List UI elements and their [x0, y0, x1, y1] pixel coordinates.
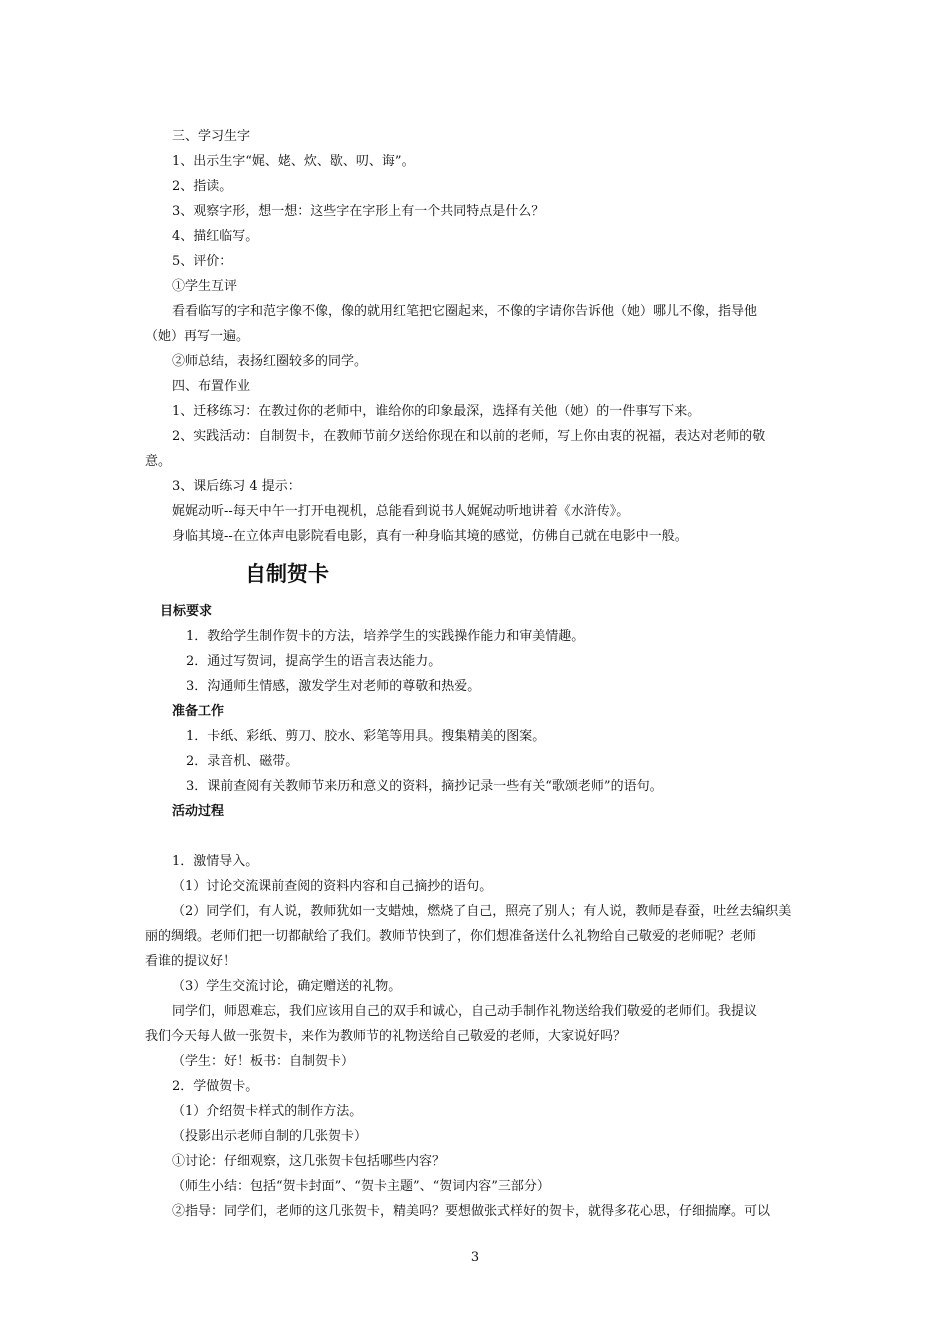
paragraph: 5、评价：	[172, 254, 233, 269]
page-number: 3	[470, 1250, 480, 1265]
paragraph: 2、实践活动：自制贺卡，在教师节前夕送给你现在和以前的老师，写上你由衷的祝福，表达对老师的敬	[172, 429, 766, 444]
paragraph: 娓娓动听--每天中午一打开电视机，总能看到说书人娓娓动听地讲着《水浒传》。	[172, 504, 630, 519]
paragraph: （1）介绍贺卡样式的制作方法。	[172, 1104, 363, 1119]
heading-activity-process: 活动过程	[172, 804, 225, 819]
paragraph-continuation: 看谁的提议好！	[145, 954, 237, 969]
list-item: 2．录音机、磁带。	[186, 754, 299, 769]
paragraph: ②指导：同学们，老师的这几张贺卡，精美吗？要想做张式样好的贺卡，就得多花心思，仔细揣摩。可以	[172, 1204, 771, 1219]
paragraph: 2．学做贺卡。	[172, 1079, 259, 1094]
paragraph: （学生：好！板书：自制贺卡）	[172, 1054, 355, 1069]
paragraph-continuation: 我们今天每人做一张贺卡，来作为教师节的礼物送给自己敬爱的老师，大家说好吗？	[145, 1029, 627, 1044]
section-heading-homework: 四、布置作业	[172, 379, 251, 394]
list-item: 3．课前查阅有关教师节来历和意义的资料，摘抄记录一些有关“歌颂老师”的语句。	[186, 779, 663, 794]
paragraph: （师生小结：包括“贺卡封面”、“贺卡主题”、“贺词内容”三部分）	[172, 1179, 550, 1194]
paragraph: 4、描红临写。	[172, 229, 259, 244]
paragraph: （投影出示老师自制的几张贺卡）	[172, 1129, 368, 1144]
paragraph: ②师总结，表扬红圈较多的同学。	[172, 354, 368, 369]
list-item: 1．卡纸、彩纸、剪刀、胶水、彩笔等用具。搜集精美的图案。	[186, 729, 546, 744]
paragraph: ①讨论：仔细观察，这几张贺卡包括哪些内容？	[172, 1154, 446, 1169]
paragraph: 2、指读。	[172, 179, 233, 194]
list-item: 1．教给学生制作贺卡的方法，培养学生的实践操作能力和审美情趣。	[186, 629, 585, 644]
heading-objectives: 目标要求	[160, 604, 213, 619]
paragraph: 身临其境--在立体声电影院看电影，真有一种身临其境的感觉，仿佛自己就在电影中一般。	[172, 529, 688, 544]
paragraph: 同学们，师恩难忘，我们应该用自己的双手和诚心，自己动手制作礼物送给我们敬爱的老师们。我提议	[172, 1004, 758, 1019]
paragraph: 1、出示生字“娓、姥、炊、歇、叨、诲”。	[172, 154, 415, 169]
paragraph-continuation: （她）再写一遍。	[145, 329, 250, 344]
list-item: 3．沟通师生情感，激发学生对老师的尊敬和热爱。	[186, 679, 481, 694]
lesson-title: 自制贺卡	[245, 562, 329, 586]
list-item: 2．通过写贺词，提高学生的语言表达能力。	[186, 654, 442, 669]
paragraph: 3、课后练习 4 提示：	[172, 479, 301, 494]
paragraph: （2）同学们，有人说，教师犹如一支蜡烛，燃烧了自己，照亮了别人；有人说，教师是春蚕，吐丝去编织美	[172, 904, 792, 919]
paragraph: （1）讨论交流课前查阅的资料内容和自己摘抄的语句。	[172, 879, 493, 894]
paragraph-continuation: 意。	[145, 454, 172, 469]
paragraph: ①学生互评	[172, 279, 238, 294]
paragraph: 3、观察字形，想一想：这些字在字形上有一个共同特点是什么？	[172, 204, 545, 219]
paragraph: （3）学生交流讨论，确定赠送的礼物。	[172, 979, 402, 994]
paragraph: 1、迁移练习：在教过你的老师中，谁给你的印象最深，选择有关他（她）的一件事写下来。	[172, 404, 701, 419]
paragraph: 看看临写的字和范字像不像，像的就用红笔把它圈起来，不像的字请你告诉他（她）哪儿不像，指导他	[172, 304, 758, 319]
heading-preparation: 准备工作	[172, 704, 225, 719]
paragraph-continuation: 丽的绸缎。老师们把一切都献给了我们。教师节快到了，你们想准备送什么礼物给自己敬爱的老师呢？老师	[145, 929, 757, 944]
section-heading-learn-characters: 三、学习生字	[172, 129, 251, 144]
paragraph: 1．激情导入。	[172, 854, 259, 869]
